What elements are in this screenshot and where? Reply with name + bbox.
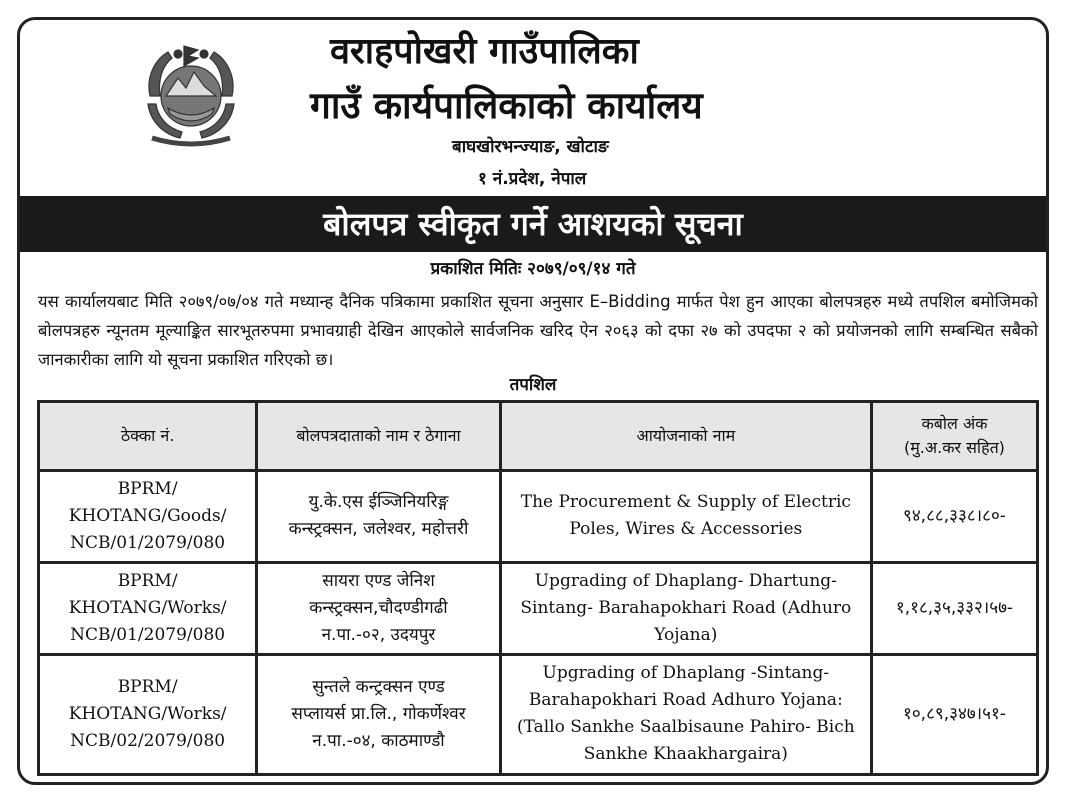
amount-cell: १०,८९,३४७।५१- <box>871 654 1037 774</box>
project-line: Sankhe Khaakhargaira) <box>583 744 788 765</box>
project-line: Sintang- Barahapokhari Road (Adhuro <box>520 597 852 618</box>
contract-no-line: KHOTANG/Works/ <box>68 597 227 618</box>
project-line: Poles, Wires & Accessories <box>569 519 803 540</box>
contract-no-cell <box>39 471 257 563</box>
project-line: Yojana) <box>654 624 718 645</box>
project-line: Barahapokhari Road Adhuro Yojana: <box>528 690 843 711</box>
bidder-line: यु.के.एस ईञ्जिनियरिङ्ग <box>308 492 449 513</box>
nepal-government-emblem-icon <box>128 38 254 150</box>
table-row <box>39 654 1038 774</box>
address-line-1: बाघखोरभन्ज्याङ, खोटाङ <box>452 137 609 157</box>
project-cell <box>500 471 871 563</box>
project-cell <box>500 562 871 654</box>
bidder-line: सायरा एण्ड जेनिश <box>322 570 435 591</box>
amount-cell: ९४,८८,३३८।८०- <box>871 471 1037 563</box>
contract-no-cell <box>39 562 257 654</box>
office-title: गाउँ कार्यपालिकाको कार्यालय <box>310 84 703 127</box>
contract-no-line: BPRM/ <box>117 676 178 697</box>
contract-no-line: KHOTANG/Works/ <box>68 703 227 724</box>
project-line: Upgrading of Dhaplang -Sintang- <box>542 663 830 684</box>
publication-date: प्रकाशित मितिः २०७९/०९/१४ गते <box>430 259 636 279</box>
bidder-line: सुन्तले कन्ट्रक्सन एण्ड <box>312 676 445 697</box>
contract-no-line: NCB/02/2079/080 <box>70 730 226 751</box>
bidder-line: न.पा.-०२, उदयपुर <box>321 624 436 645</box>
bidder-line: न.पा.-०४, काठमाण्डौ <box>312 730 445 751</box>
header-bidder: बोलपत्रदाताको नाम र ठेगाना <box>257 402 500 471</box>
project-line: The Procurement & Supply of Electric <box>520 492 851 513</box>
project-cell <box>500 654 871 774</box>
bidder-cell <box>257 562 500 654</box>
table-title: तपशिल <box>509 375 557 395</box>
notice-banner: बोलपत्र स्वीकृत गर्ने आशयको सूचना <box>20 196 1046 252</box>
contract-no-line: KHOTANG/Goods/ <box>68 505 227 526</box>
table-row <box>39 471 1038 563</box>
contract-no-line: NCB/01/2079/080 <box>70 532 226 553</box>
contract-no-line: BPRM/ <box>117 570 178 591</box>
amount-cell: १,१८,३५,३३२।५७- <box>871 562 1037 654</box>
bidder-cell <box>257 654 500 774</box>
bidder-line: कन्स्ट्रक्सन, जलेश्वर, महोत्तरी <box>288 519 469 540</box>
header-amount <box>871 402 1037 471</box>
bid-table <box>37 400 1039 776</box>
bidder-cell <box>257 471 500 563</box>
municipality-title: वराहपोखरी गाउँपालिका <box>330 31 639 72</box>
project-line: Upgrading of Dhaplang- Dhartung- <box>534 570 837 591</box>
header-amount-line-1: कबोल अंक <box>921 414 988 433</box>
table-header-row <box>39 402 1038 471</box>
contract-no-line: NCB/01/2079/080 <box>70 624 226 645</box>
notice-body: यस कार्यालयबाट मिति २०७९/०७/०४ गते मध्यान्ह दैनिक पत्रिकामा प्रकाशित सूचना अनुसार E–Bidding मार्फत पेश हुन आएका बोलपत्रहरु मध्ये तपशिल बमोजिमको बोलपत्रहरु न्यूनतम मूल्याङ्कित सारभूतरुपमा प्रभावग्राही देखिन आएकोले सार्वजनिक खरिद ऐन २०६३ को दफा २७ को उपदफा २ को प्रयोजनको लागि सम्बन्धित सबैको जानकारीका लागि यो सूचना प्रकाशित गरिएको छ। <box>38 292 1038 369</box>
header-amount-line-2: (मु.अ.कर सहित) <box>903 438 1005 457</box>
table-row <box>39 562 1038 654</box>
contract-no-line: BPRM/ <box>117 478 178 499</box>
project-line: (Tallo Sankhe Saalbisaune Pahiro- Bich <box>516 717 855 738</box>
bidder-line: सप्लायर्स प्रा.लि., गोकर्णेश्वर <box>291 703 466 724</box>
bidder-line: कन्स्ट्रक्सन,चौदण्डीगढी <box>309 597 448 618</box>
header-contract-no: ठेक्का नं. <box>39 402 257 471</box>
header-project: आयोजनाको नाम <box>500 402 871 471</box>
address-line-2: १ नं.प्रदेश, नेपाल <box>478 169 587 189</box>
contract-no-cell <box>39 654 257 774</box>
